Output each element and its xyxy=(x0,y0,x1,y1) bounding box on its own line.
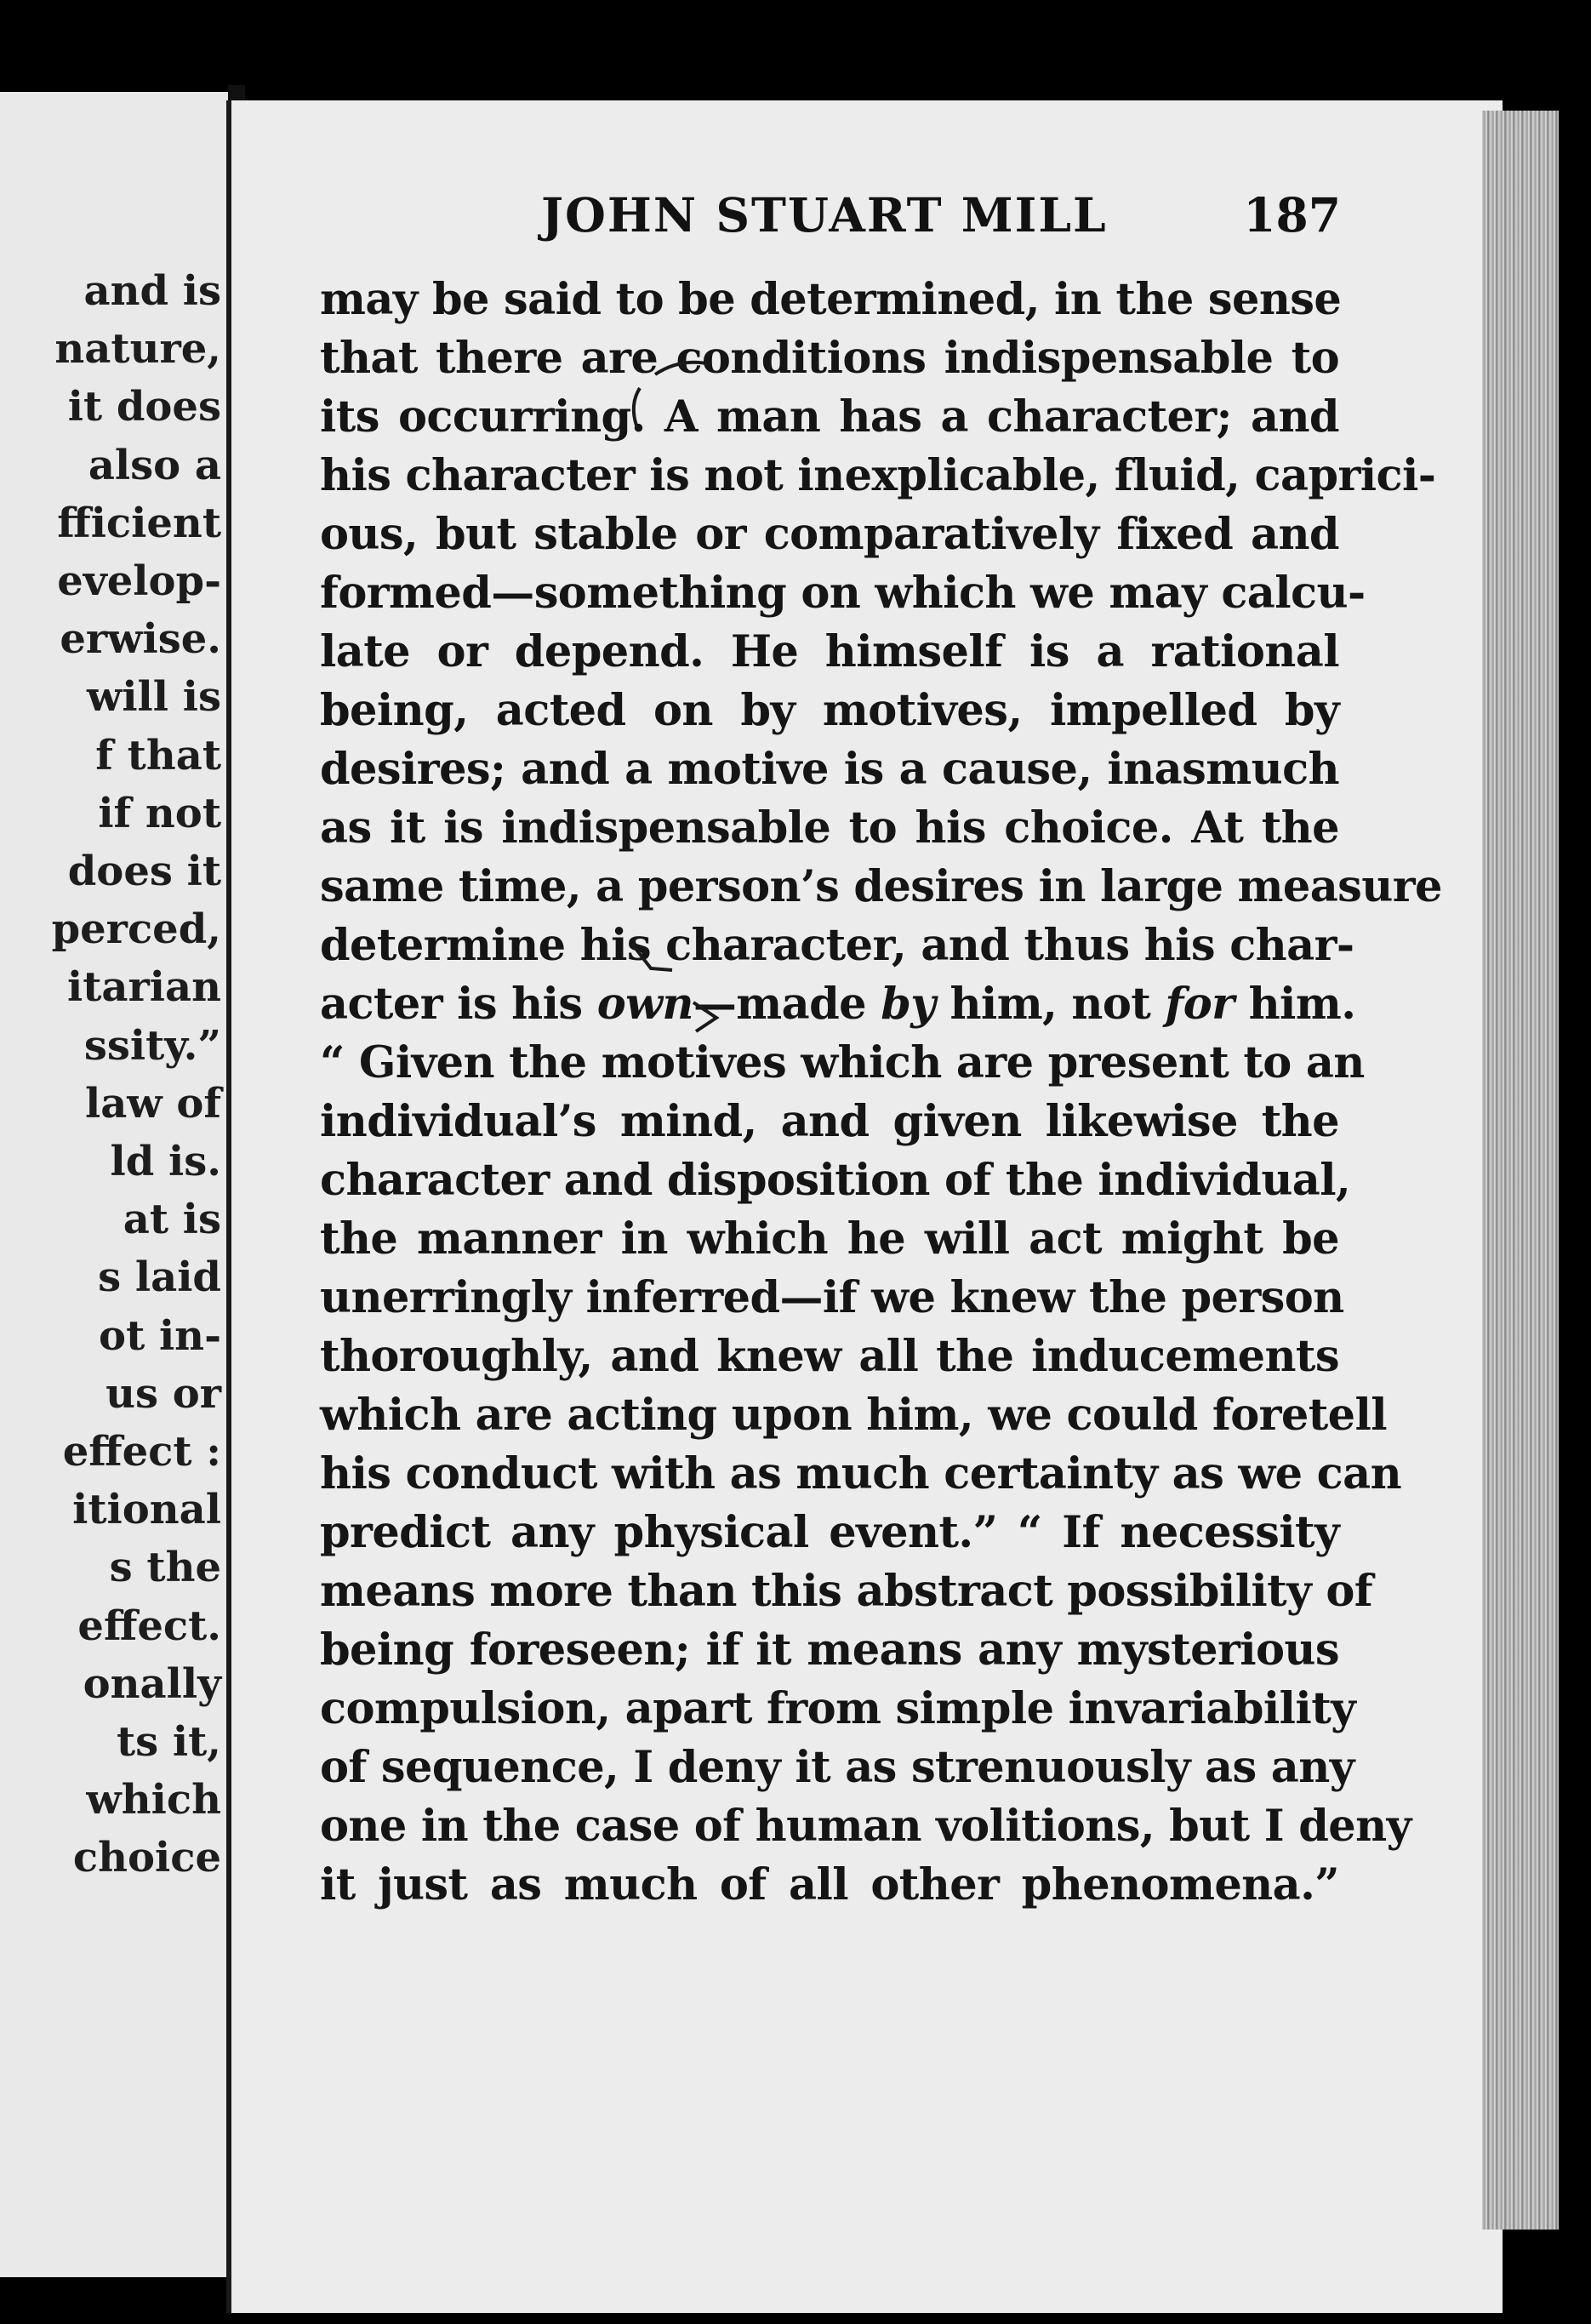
previous-page-line: itarian xyxy=(66,963,221,1012)
previous-page-line: also a xyxy=(88,441,221,489)
text-line: may be said to be determined, in the sense xyxy=(320,274,1342,325)
text-line: same time, a person’s desires in large measure xyxy=(320,861,1442,912)
previous-page-line: law of xyxy=(84,1079,221,1128)
text-line: its occurring. A man has a character; and xyxy=(320,391,1339,443)
text-line: thoroughly, and knew all the inducements xyxy=(320,1331,1339,1382)
text-line: which are acting upon him, we could foretell xyxy=(320,1390,1388,1441)
previous-page xyxy=(0,92,228,2277)
body-text xyxy=(320,271,1442,1915)
previous-page-line: perced, xyxy=(51,905,221,954)
text-line: means more than this abstract possibility of xyxy=(320,1566,1373,1617)
previous-page-line: onally xyxy=(83,1659,221,1708)
text-line: that there are conditions indispensable to xyxy=(320,333,1339,384)
running-head-title: JOHN STUART MILL xyxy=(541,187,1108,243)
previous-page-line: ts it, xyxy=(116,1718,221,1766)
previous-page-line: and is xyxy=(83,267,221,315)
previous-page-line: s the xyxy=(109,1544,221,1592)
text-line: of sequence, I deny it as strenuously as any xyxy=(320,1742,1354,1793)
previous-page-line: effect : xyxy=(62,1428,221,1476)
previous-page-line: s laid xyxy=(98,1253,221,1302)
text-line: predict any physical event.” “ If necessity xyxy=(320,1507,1339,1558)
text-line: being foreseen; if it means any mysterious xyxy=(320,1625,1339,1676)
text-line: his conduct with as much certainty as we can xyxy=(320,1448,1402,1499)
text-line: as it is indispensable to his choice. At the xyxy=(320,802,1339,854)
text-line: unerringly inferred—if we knew the person xyxy=(320,1272,1344,1323)
text-line: individual’s mind, and given likewise the xyxy=(320,1096,1339,1147)
text-line: ous, but stable or comparatively fixed and xyxy=(320,509,1339,560)
previous-page-line: ot in- xyxy=(99,1311,221,1360)
text-line: determine his character, and thus his char- xyxy=(320,920,1354,971)
previous-page-line: f that xyxy=(95,731,221,779)
text-line: formed—something on which we may calcu- xyxy=(320,568,1366,619)
running-head xyxy=(541,187,1341,247)
previous-page-line: does it xyxy=(67,848,221,895)
previous-page-line: if not xyxy=(98,789,221,837)
text-line: acter is his own—made by him, not for him. xyxy=(320,979,1356,1030)
text-line: the manner in which he will act might be xyxy=(320,1213,1339,1265)
previous-page-line: ld is. xyxy=(110,1138,221,1185)
previous-page-line: nature, xyxy=(54,325,221,374)
previous-page-line: fficient xyxy=(57,499,221,547)
previous-page-line: which xyxy=(86,1776,221,1824)
previous-page-line: choice xyxy=(72,1834,221,1882)
text-line: character and disposition of the individual, xyxy=(320,1155,1351,1206)
previous-page-line: erwise. xyxy=(60,615,221,664)
previous-page-line: evelop- xyxy=(57,557,221,605)
text-line: late or depend. He himself is a rational xyxy=(320,626,1339,677)
previous-page-line: ssity.” xyxy=(83,1021,221,1070)
text-line: one in the case of human volitions, but I deny xyxy=(320,1801,1411,1852)
previous-page-line: will is xyxy=(87,673,221,722)
text-line: compulsion, apart from simple invariability xyxy=(320,1683,1356,1734)
previous-page-line: us or xyxy=(105,1369,221,1418)
text-line: it just as much of all other phenomena.” xyxy=(320,1859,1339,1910)
text-line: being, acted on by motives, impelled by xyxy=(320,685,1339,736)
page-number: 187 xyxy=(1243,187,1341,243)
previous-page-line: effect. xyxy=(77,1602,221,1650)
previous-page-line: itional xyxy=(72,1486,221,1534)
text-line: his character is not inexplicable, fluid, caprici- xyxy=(320,450,1436,501)
page-edges xyxy=(1482,111,1559,2230)
previous-page-line: at is xyxy=(123,1196,221,1244)
previous-page-line: it does xyxy=(67,383,221,431)
text-line: “ Given the motives which are present to an xyxy=(320,1037,1365,1088)
text-line: desires; and a motive is a cause, inasmuch xyxy=(320,744,1339,795)
